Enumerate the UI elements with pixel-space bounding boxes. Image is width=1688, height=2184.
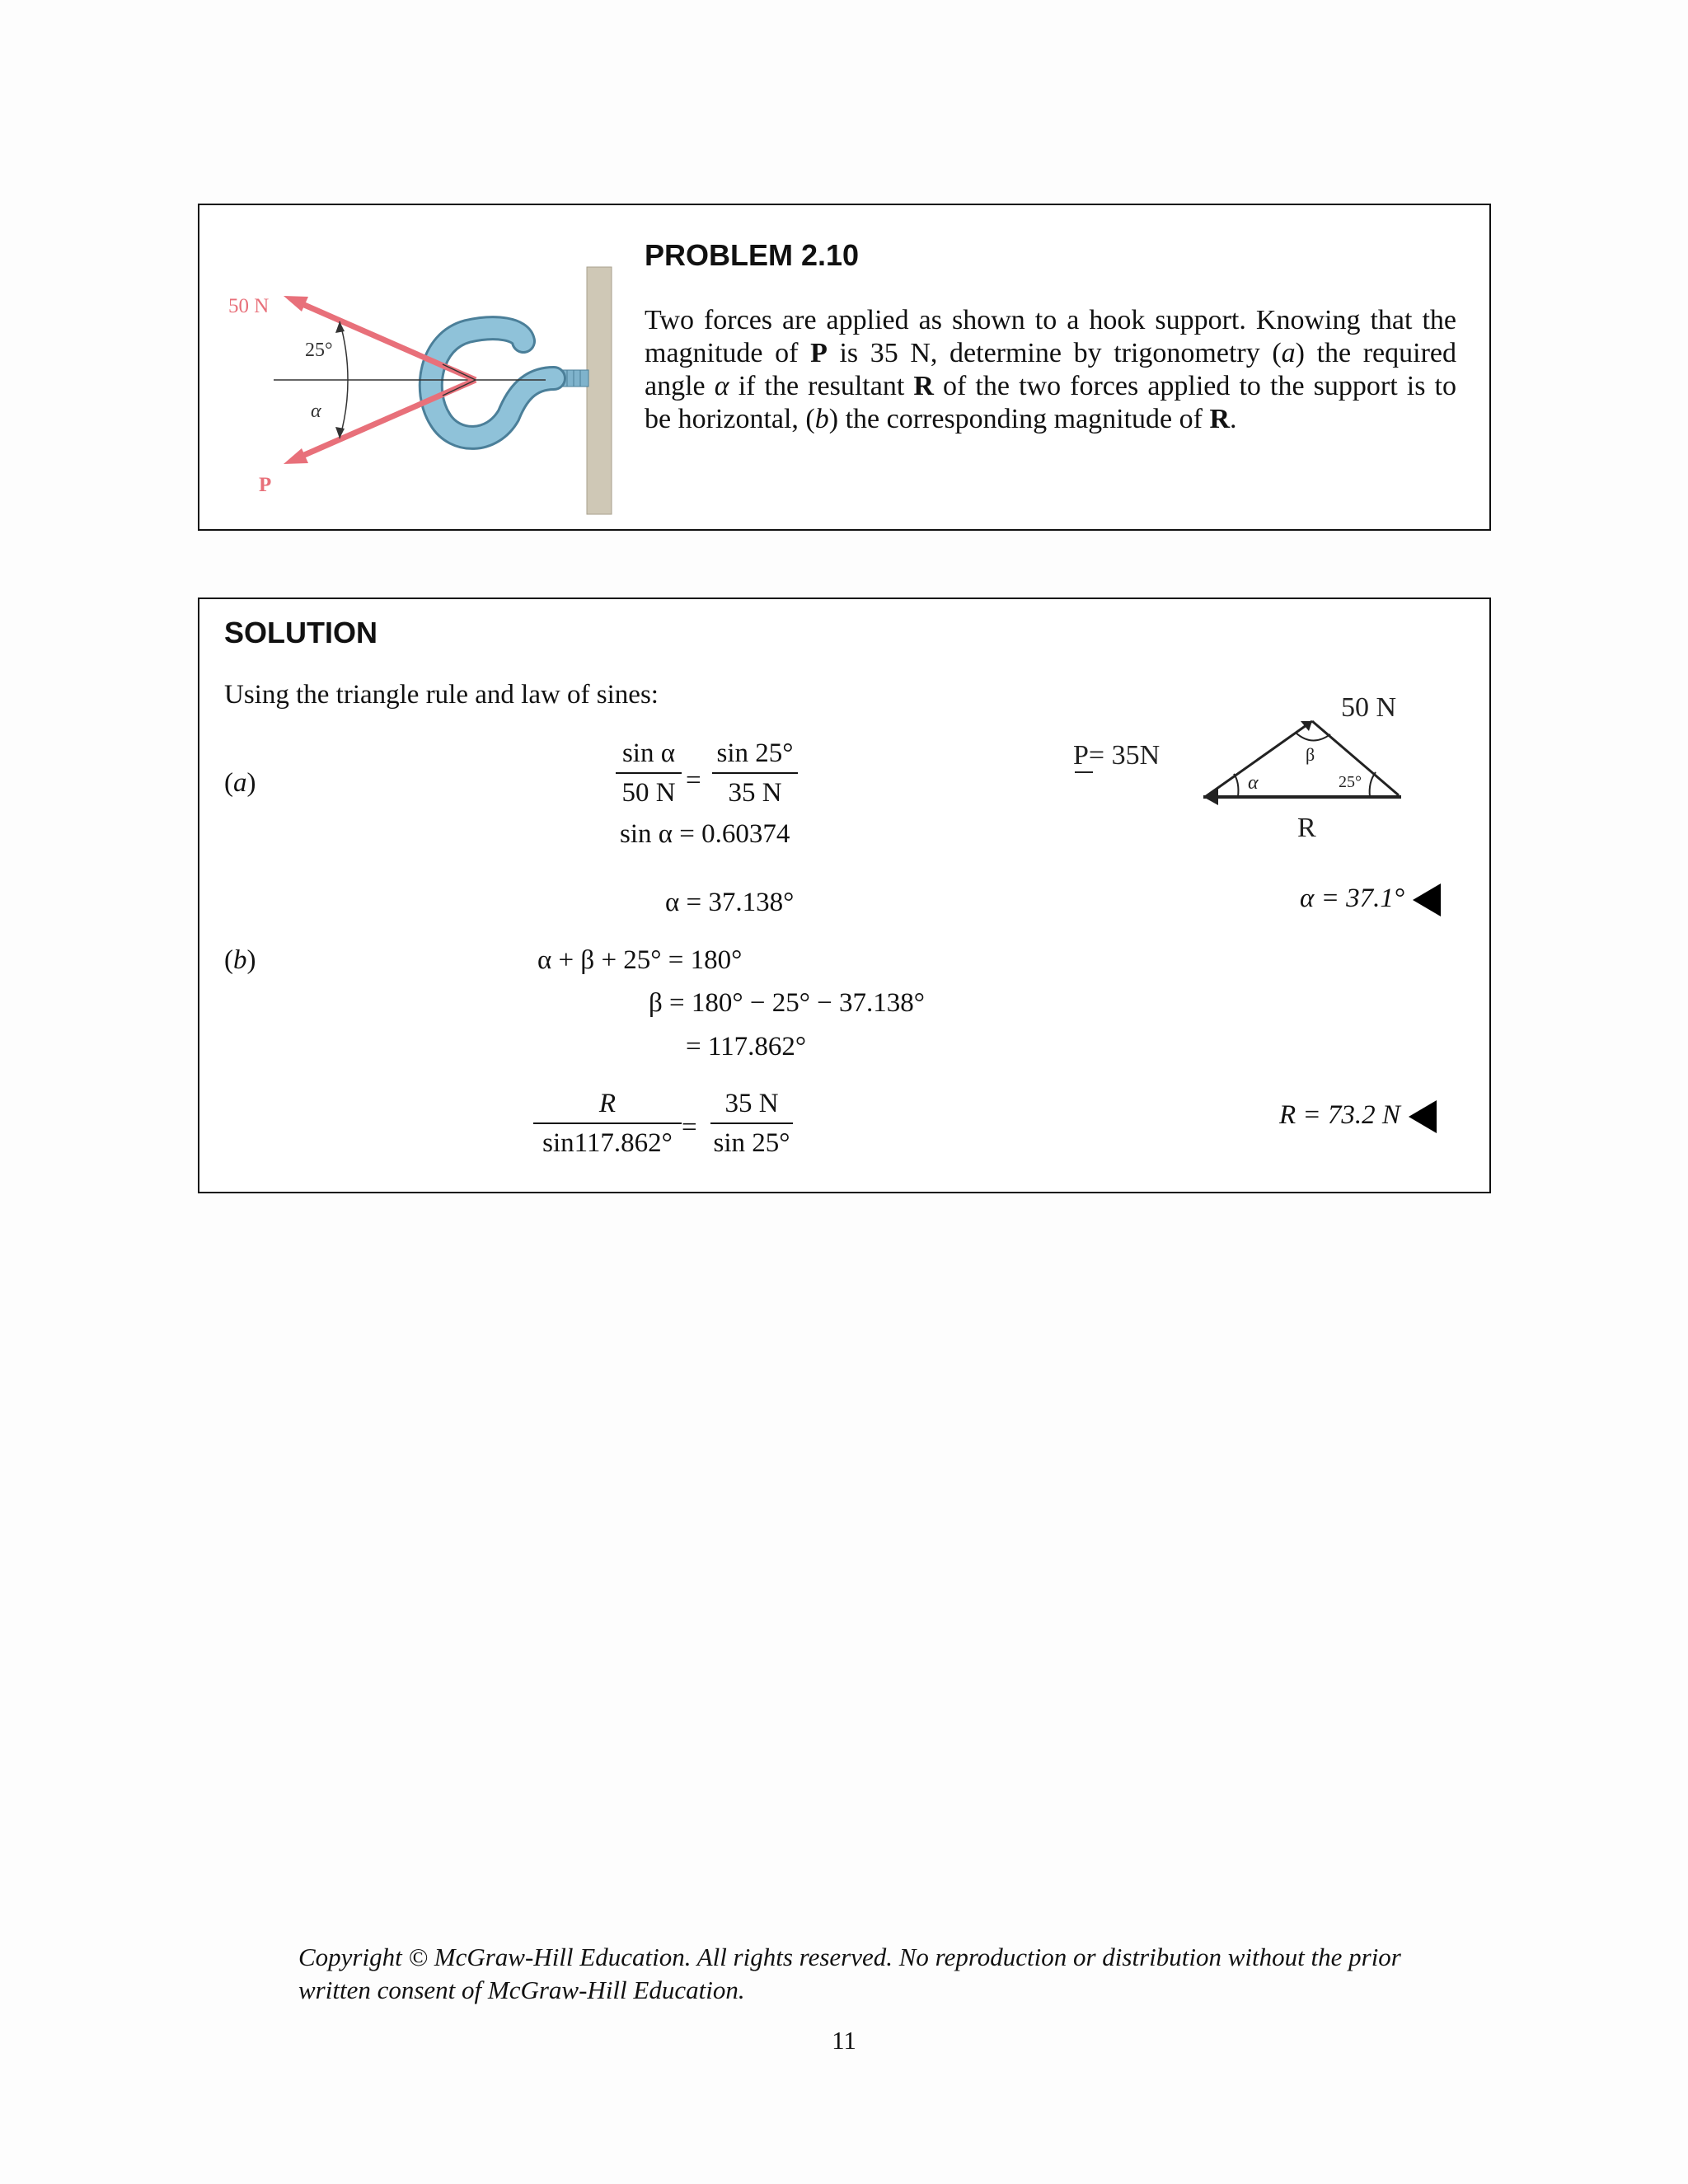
sketch-label-beta: β [1306, 744, 1315, 765]
eq4: α + β + 25° = 180° [537, 945, 743, 975]
eq1-left-fraction: sin α 50 N [616, 738, 682, 808]
copyright-notice: Copyright © McGraw-Hill Education. All rights reserved. No reproduction or distribution without the prior written consent of McGraw-Hill Education. [298, 1943, 1401, 2004]
eq7-equals: = [682, 1113, 697, 1142]
angle-label-top: 25° [305, 340, 333, 361]
sketch-label-p: P= 35N [1073, 740, 1160, 771]
eq1-right-fraction: sin 25° 35 N [712, 738, 798, 808]
part-a-label: (a) [224, 768, 256, 798]
part-b-label: (b) [224, 945, 256, 975]
eq7-left-fraction: R sin117.862° [533, 1088, 682, 1159]
wall-support [587, 267, 612, 514]
sketch-label-50n: 50 N [1341, 692, 1397, 723]
sketch-label-25: 25° [1339, 773, 1362, 791]
eq1-equals: = [686, 766, 701, 795]
sketch-label-alpha: α [1248, 772, 1259, 794]
problem-heading: PROBLEM 2.10 [645, 238, 860, 272]
sketch-label-r: R [1297, 813, 1316, 843]
eq6: = 117.862° [686, 1032, 807, 1062]
problem-box [198, 204, 1491, 531]
eq3: α = 37.138° [665, 888, 795, 917]
answer-marker-icon [1413, 883, 1441, 916]
answer-marker-icon [1409, 1100, 1437, 1133]
eq5: β = 180° − 25° − 37.138° [649, 988, 925, 1018]
answer-b: R = 73.2 N [1279, 1100, 1437, 1133]
angle-label-bottom: α [311, 401, 321, 422]
hook-figure [224, 226, 612, 523]
problem-statement: Two forces are applied as shown to a hook support. Knowing that the magnitude of P is 35 N, determine by trigonometry (a) the required angle α if the resultant R of the two forces applied to the support is to be horizontal, (b) the corresponding magnitude of R. [645, 305, 1457, 434]
solution-heading: SOLUTION [224, 616, 377, 649]
force-label-bottom: P [259, 474, 272, 496]
eq7-right-fraction: 35 N sin 25° [710, 1088, 793, 1159]
force-label-top: 50 N [228, 295, 270, 317]
eq2: sin α = 0.60374 [620, 819, 790, 849]
solution-box [198, 598, 1491, 1193]
solution-intro: Using the triangle rule and law of sines: [224, 680, 659, 710]
force-triangle-sketch [1065, 640, 1461, 843]
answer-a: α = 37.1° [1300, 883, 1441, 916]
page-number: 11 [832, 2026, 856, 2055]
